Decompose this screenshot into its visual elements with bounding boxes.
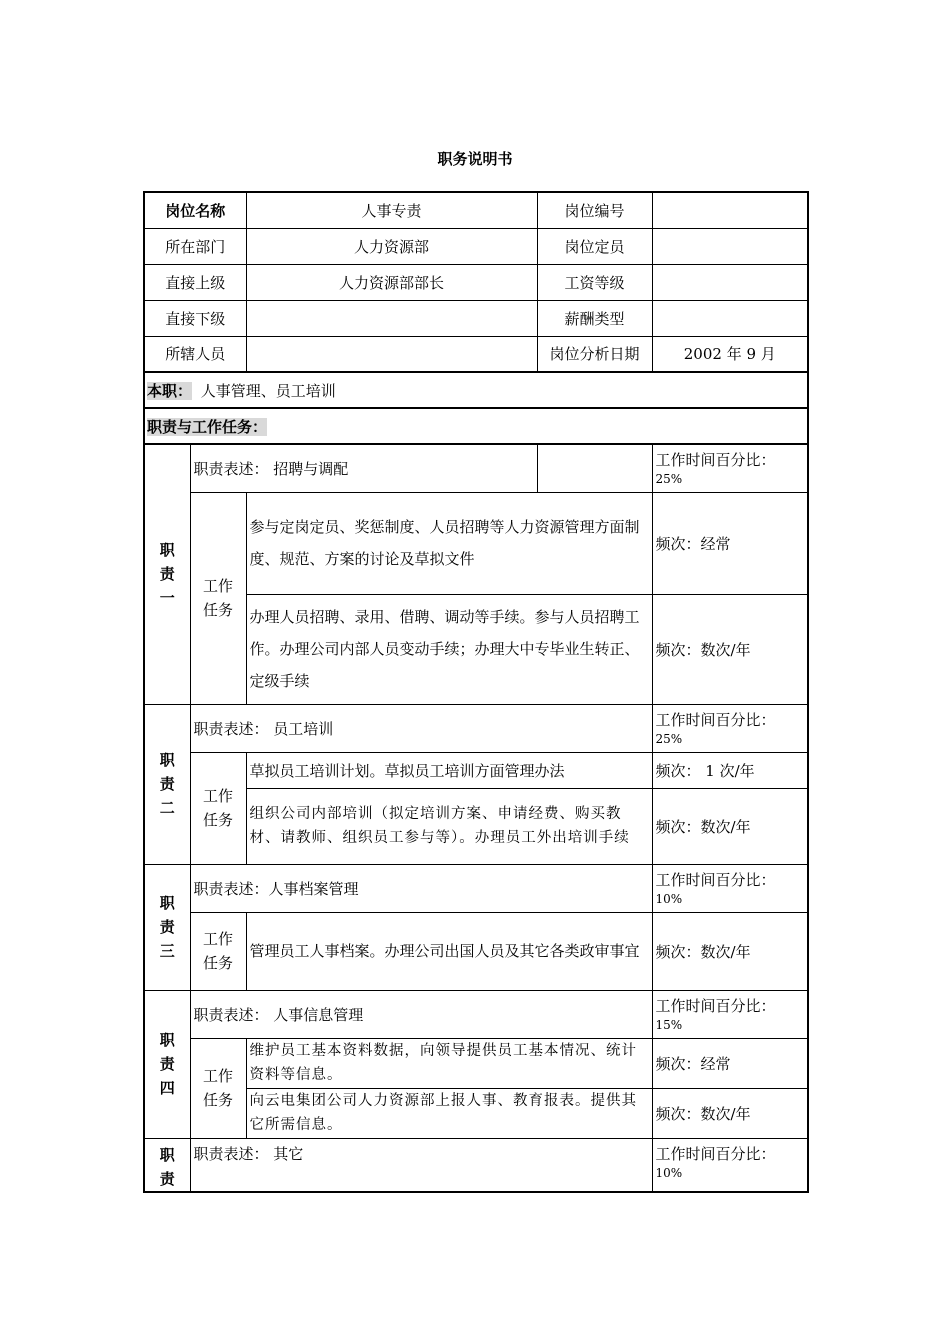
label-position-code: 岗位编号 [537,192,652,228]
label-position-name: 岗位名称 [144,192,246,228]
duty-4-task-label: 工作任务 [190,1038,246,1138]
duty-1-task-1: 参与定岗定员、奖惩制度、人员招聘等人力资源管理方面制度、规范、方案的讨论及草拟文件 [246,492,652,594]
label-department: 所在部门 [144,228,246,264]
value-pay-type [652,300,808,336]
label-pay-type: 薪酬类型 [537,300,652,336]
value-analysis-date: 2002 年 9 月 [652,336,808,372]
duty-3-task-label: 工作任务 [190,912,246,990]
duty-2-statement: 职责表述： 员工培训 [190,704,652,752]
label-analysis-date: 岗位分析日期 [537,336,652,372]
duty-3-task-1-freq: 频次：数次/年 [652,912,808,990]
label-salary-grade: 工资等级 [537,264,652,300]
duty-2-task-1: 草拟员工培训计划。草拟员工培训方面管理办法 [246,752,652,788]
label-headcount: 岗位定员 [537,228,652,264]
label-superior: 直接上级 [144,264,246,300]
duty-5-pct: 工作时间百分比： 10% [652,1138,808,1192]
duty-2-task-1-freq: 频次： 1 次/年 [652,752,808,788]
value-staff [246,336,537,372]
value-department: 人力资源部 [246,228,537,264]
duty-2-task-label: 工作任务 [190,752,246,864]
duty-1-task-2: 办理人员招聘、录用、借聘、调动等手续。参与人员招聘工作。办理公司内部人员变动手续；办理大中专毕业生转正、定级手续 [246,594,652,704]
duty-1-pct: 工作时间百分比： 25% [652,444,808,492]
duty-2-label: 职责二 [144,704,190,864]
label-subordinate: 直接下级 [144,300,246,336]
duty-4-task-2-freq: 频次：数次/年 [652,1088,808,1138]
duties-header: 职责与工作任务： [147,417,268,436]
duty-1-task-1-freq: 频次：经常 [652,492,808,594]
duty-4-statement: 职责表述： 人事信息管理 [190,990,652,1038]
duty-5-label: 职责 [144,1138,190,1192]
duty-4-pct: 工作时间百分比： 15% [652,990,808,1038]
duty-1-task-2-freq: 频次：数次/年 [652,594,808,704]
value-subordinate [246,300,537,336]
main-duty-label: 本职： [147,381,193,400]
value-headcount [652,228,808,264]
duty-2-task-2: 组织公司内部培训（拟定培训方案、申请经费、购买教材、请教师、组织员工参与等）。办理员工外出培训手续 [246,788,652,864]
duty-4-task-1: 维护员工基本资料数据，向领导提供员工基本情况、统计资料等信息。 [246,1038,652,1088]
duty-4-label: 职责四 [144,990,190,1138]
main-duty-value: 人事管理、员工培训 [200,381,336,400]
page-title: 职务说明书 [437,150,513,168]
duty-1-label: 职责一 [144,444,190,704]
duty-2-pct: 工作时间百分比： 25% [652,704,808,752]
label-staff: 所辖人员 [144,336,246,372]
duty-2-task-2-freq: 频次：数次/年 [652,788,808,864]
duty-1-task-label: 工作任务 [190,492,246,704]
main-duty-row [144,372,808,408]
duty-1-statement: 职责表述： 招聘与调配 [190,444,537,492]
job-description-table [143,191,809,1193]
duty-3-task-1: 管理员工人事档案。办理公司出国人员及其它各类政审事宜 [246,912,652,990]
duty-3-pct: 工作时间百分比： 10% [652,864,808,912]
duty-1-empty [537,444,652,492]
value-salary-grade [652,264,808,300]
duties-header-row [144,408,808,444]
duty-5-statement: 职责表述： 其它 [190,1138,652,1192]
duty-3-label: 职责三 [144,864,190,990]
value-position-name: 人事专责 [246,192,537,228]
duty-4-task-1-freq: 频次：经常 [652,1038,808,1088]
duty-3-statement: 职责表述：人事档案管理 [190,864,652,912]
value-position-code [652,192,808,228]
value-superior: 人力资源部部长 [246,264,537,300]
duty-4-task-2: 向云电集团公司人力资源部上报人事、教育报表。提供其它所需信息。 [246,1088,652,1138]
